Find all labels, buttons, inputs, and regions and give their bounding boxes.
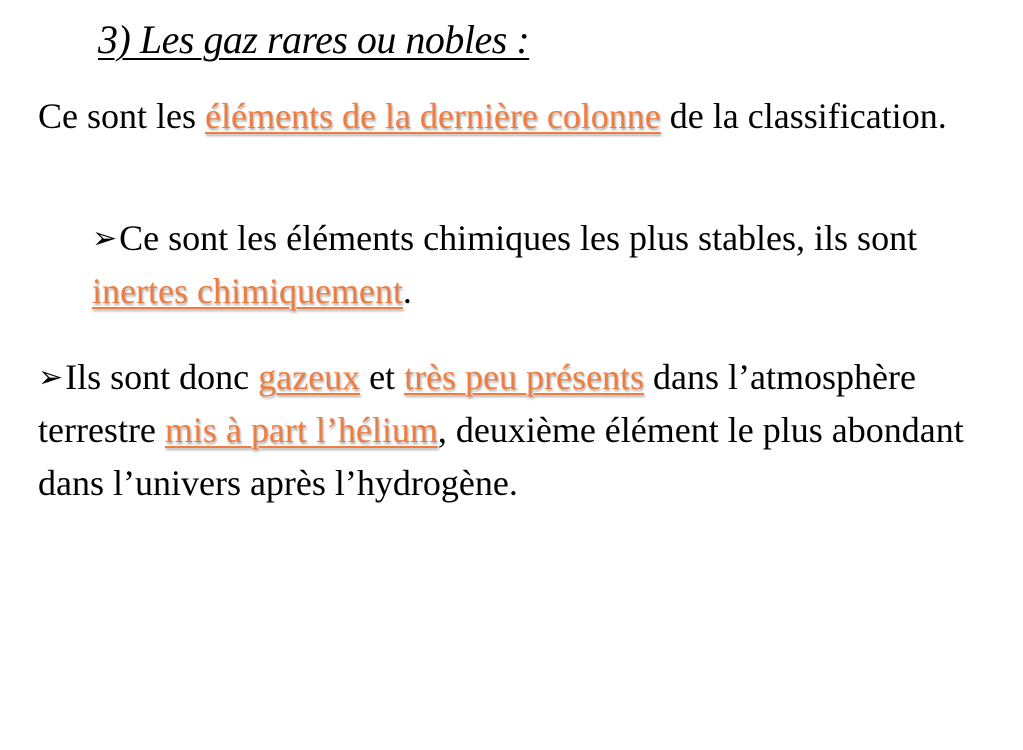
- highlight-helium: mis à part l’hélium: [164, 410, 438, 450]
- arrow-bullet-icon: ➢: [38, 360, 64, 395]
- paragraph-definition: [38, 90, 998, 143]
- highlight-inert: inertes chimiquement: [92, 271, 403, 311]
- bullet-presence: [38, 351, 998, 510]
- bullet-text: et: [360, 357, 405, 397]
- bullet-stability: [92, 212, 952, 318]
- highlight-gaseous: gazeux: [258, 357, 361, 397]
- highlight-last-column: éléments de la dernière colonne: [205, 96, 661, 136]
- bullet-text: Ils sont donc: [65, 357, 259, 397]
- slide-title: 3) Les gaz rares ou nobles :: [98, 17, 530, 62]
- bullet-text: dans l’atmosphère terrestre: [38, 357, 916, 450]
- bullet-text: , deuxième élément le plus abondant dans l’univers après l’hydrogène.: [38, 410, 964, 503]
- arrow-bullet-icon: ➢: [92, 221, 118, 256]
- paragraph-text: de la classification.: [660, 96, 947, 136]
- paragraph-text: Ce sont les: [38, 96, 205, 136]
- bullet-text: .: [402, 271, 412, 311]
- highlight-rare: très peu présents: [404, 357, 644, 397]
- bullet-text: Ce sont les éléments chimiques les plus stables, ils sont: [119, 218, 918, 258]
